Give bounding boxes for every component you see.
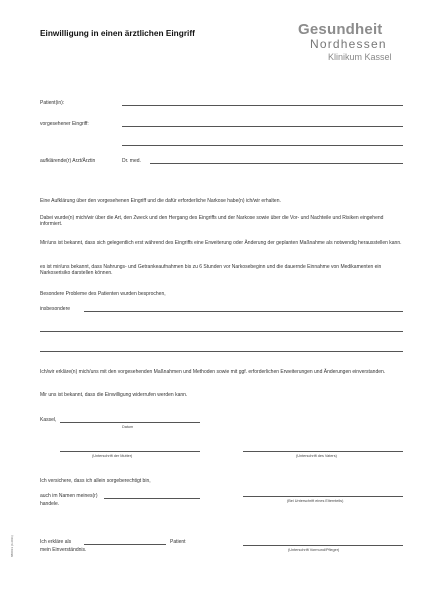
paragraph-probleme: Besondere Probleme des Patienten wurden besprochen, <box>40 291 166 297</box>
mother-signature-line[interactable] <box>60 451 200 452</box>
parent-signature-line[interactable] <box>243 496 403 497</box>
handele-text: handele. <box>40 501 60 507</box>
procedure-line-1[interactable] <box>122 126 403 127</box>
procedure-line-2[interactable] <box>122 145 403 146</box>
declare-patient-label: Patient <box>170 539 186 545</box>
logo-gesundheit: Gesundheit <box>298 21 383 38</box>
insbesondere-line-2[interactable] <box>40 331 403 332</box>
einverstaendnis-text: mein Einverständnis. <box>40 547 87 553</box>
on-behalf-line[interactable] <box>104 498 200 499</box>
place-label: Kassel, <box>40 417 57 423</box>
declare-name-line[interactable] <box>84 544 166 545</box>
paragraph-widerruf: Mir uns ist bekannt, dass die Einwilligung widerrufen werden kann. <box>40 392 188 398</box>
custody-text: Ich versichere, dass ich allein sorgeberechtigt bin, <box>40 478 151 484</box>
logo-klinikum-kassel: Klinikum Kassel <box>328 52 392 62</box>
guardian-signature-line[interactable] <box>243 545 403 546</box>
guardian-caption: (Unterschrift Vormund/Pfleger) <box>288 548 340 552</box>
insbesondere-line-3[interactable] <box>40 351 403 352</box>
logo-nordhessen: Nordhessen <box>310 37 387 51</box>
parent-caption: (Bei Unterschrift eines Elternteils) <box>287 499 344 503</box>
paragraph-nahrung: es ist mir/uns bekannt, dass Nahrungs- und Getrankeaufnahmen bis zu 6 Stunden vor Narkosebeginn und die dauernde Einnahme von Medikamenten ein Narkoserisiko darstellen können. <box>40 264 382 277</box>
father-caption: (Unterschrift des Vaters) <box>296 454 337 458</box>
patient-label: Patient(in): <box>40 100 65 106</box>
doctor-label: aufklärende(r) Arzt/Ärztin <box>40 158 96 164</box>
doctor-prefix: Dr. med. <box>122 158 141 164</box>
procedure-label: vorgesehener Eingriff: <box>40 121 89 127</box>
paragraph-information: Dabei wurde(n) mich/wir über die Art, den Zweck und den Hergang des Eingriffs und der Narkose sowie über die Vor- und Nachteile und Risiken eingehend informiert. <box>40 215 384 228</box>
doctor-line[interactable] <box>150 163 403 164</box>
father-signature-line[interactable] <box>243 451 403 452</box>
paragraph-erweiterung: Mir/uns ist bekannt, dass sich gelegentlich erst während des Eingriffs eine Erweiterung oder Änderung der geplanten Maßnahme als notwendig herausstellen kann. <box>40 240 402 246</box>
insbesondere-label: insbesondere <box>40 306 71 312</box>
declare-text: Ich erkläre als <box>40 539 72 545</box>
date-line[interactable] <box>60 422 200 423</box>
form-code: 880013 (4.2011) <box>10 535 14 557</box>
on-behalf-text: auch im Namen meines(r) <box>40 493 98 499</box>
form-title: Einwilligung in einen ärztlichen Eingriff <box>40 28 195 38</box>
insbesondere-line-1[interactable] <box>84 311 403 312</box>
mother-caption: (Unterschrift der Mutter) <box>92 454 133 458</box>
patient-line[interactable] <box>122 105 403 106</box>
date-caption: Datum <box>122 425 134 429</box>
paragraph-aufklaerung: Eine Aufklärung über den vorgesehenen Eingriff und die dafür erforderliche Narkose habe(n) ich/wir erhalten. <box>40 198 281 204</box>
paragraph-einverstanden: Ich/wir erkläre(n) mich/uns mit den vorgesehenden Maßnahmen und Methoden sowie mit ggf. erforderlichen Erweiterungen und Änderungen einverstanden. <box>40 369 386 375</box>
